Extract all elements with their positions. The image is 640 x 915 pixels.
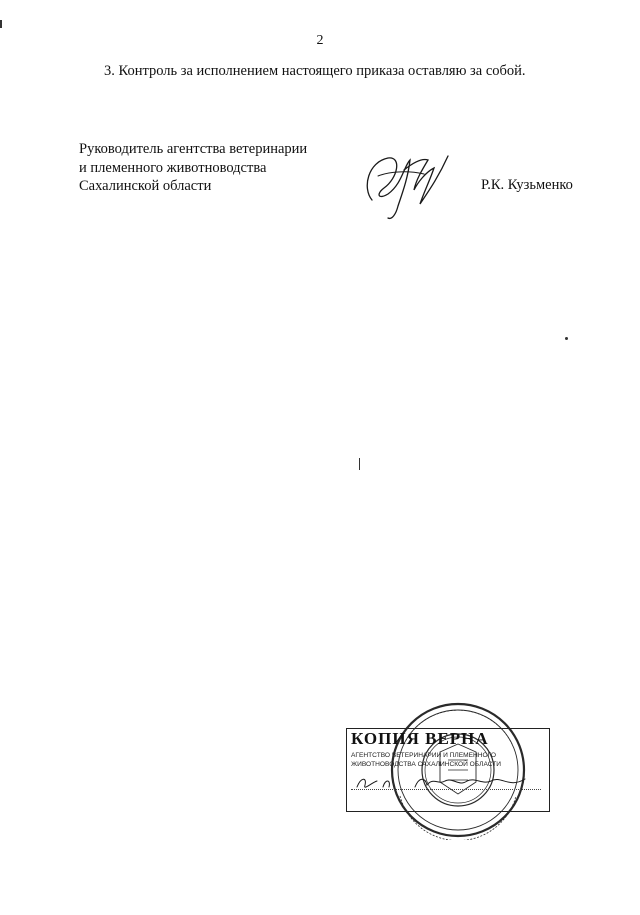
scan-speck [359, 458, 360, 470]
signer-name: Р.К. Кузьменко [481, 177, 573, 193]
copy-verified-box [346, 728, 550, 812]
signer-position-line: Руководитель агентства ветеринарии [79, 141, 308, 157]
copy-verified-title: КОПИЯ ВЕРНА [351, 729, 489, 748]
copy-signature-rule [351, 789, 541, 790]
copy-handwritten-signature [355, 773, 535, 793]
page-number: 2 [316, 33, 324, 48]
copy-certification-stamp [330, 700, 570, 840]
scan-speck [0, 20, 2, 28]
scan-speck [565, 337, 568, 340]
handwritten-signature [358, 148, 458, 223]
copy-agency-name [351, 751, 547, 769]
signer-position [79, 140, 307, 196]
copy-agency-line: ЖИВОТНОВОДСТВА САХАЛИНСКОЙ ОБЛАСТИ [351, 761, 502, 768]
copy-agency-line: АГЕНТСТВО ВЕТЕРИНАРИИ И ПЛЕМЕННОГО [351, 752, 497, 759]
signer-position-line: и племенного животноводства [79, 159, 267, 176]
signer-position-line: Сахалинской области [79, 178, 212, 194]
clause-text: 3. Контроль за исполнением настоящего приказа оставляю за собой. [104, 63, 526, 79]
